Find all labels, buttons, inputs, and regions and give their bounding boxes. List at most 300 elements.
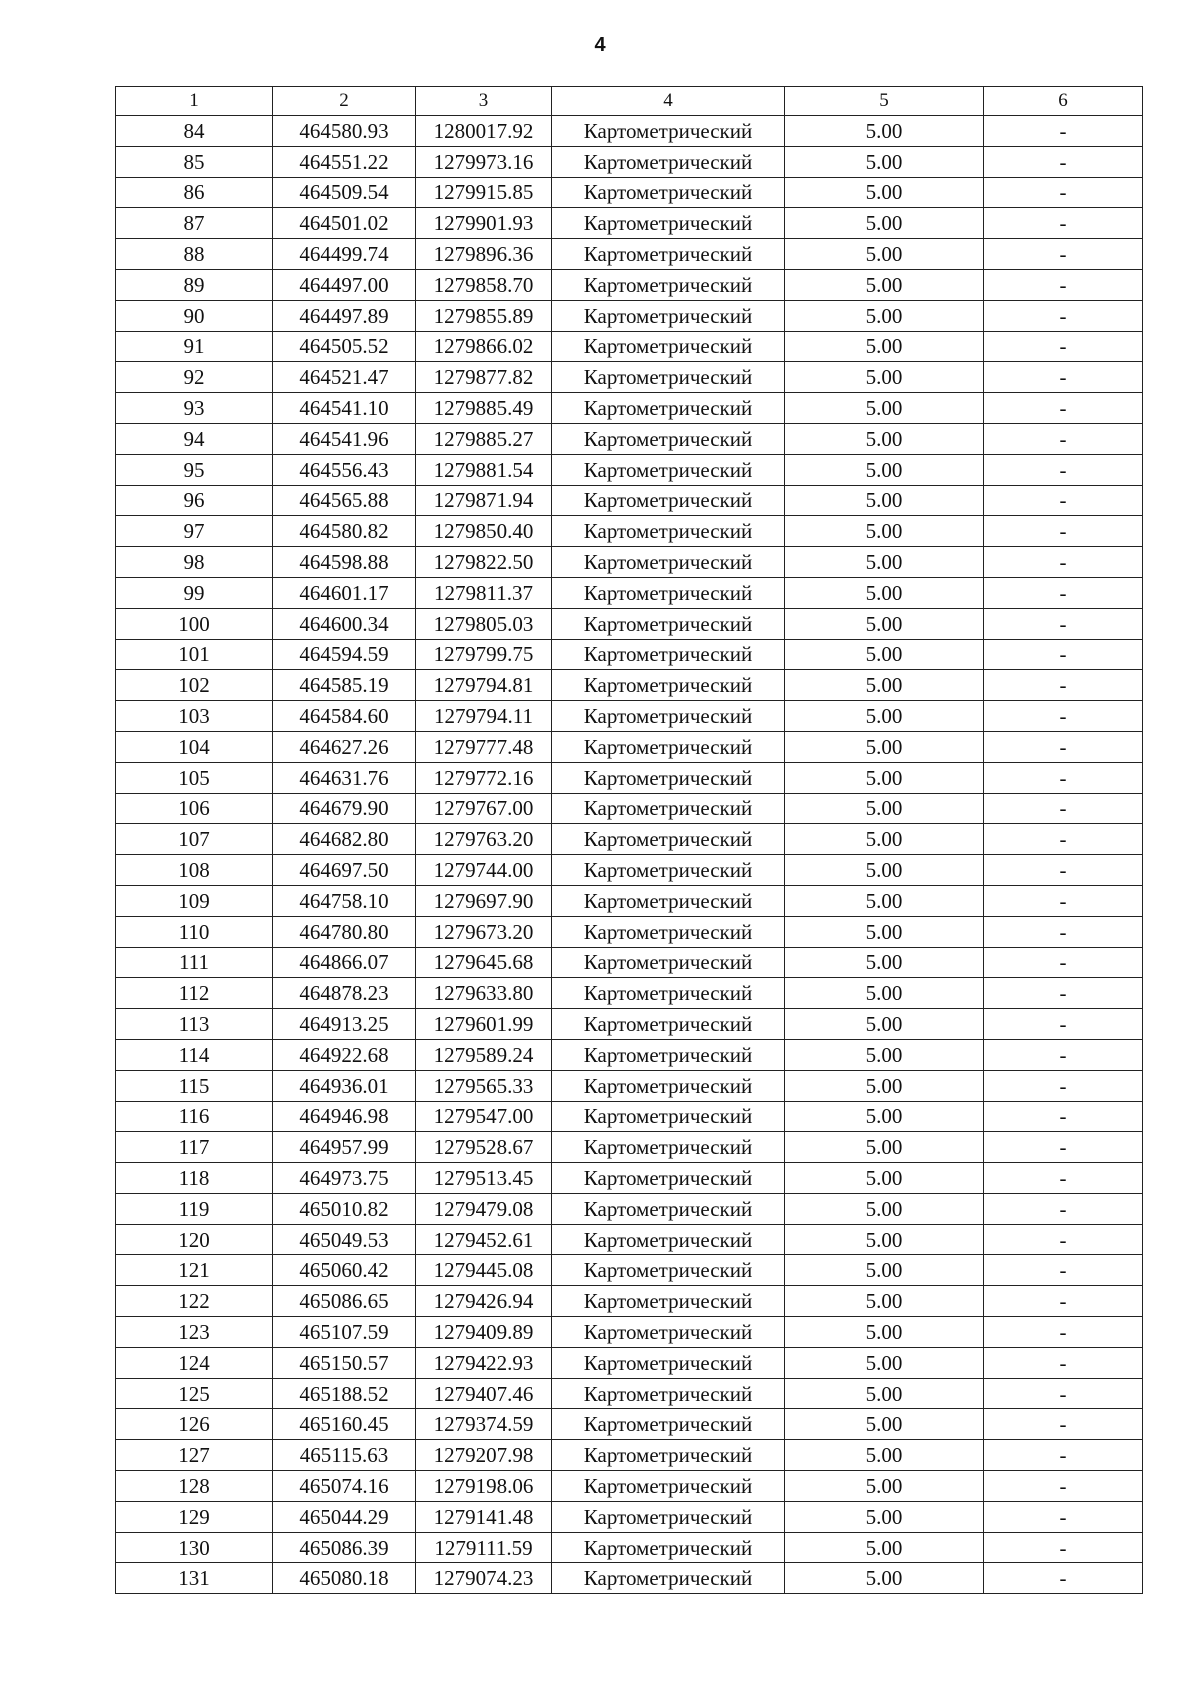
accuracy-cell: 5.00 — [785, 239, 984, 270]
method-cell: Картометрический — [552, 1563, 785, 1594]
description-cell: - — [984, 362, 1143, 393]
table-row — [116, 547, 1143, 578]
point-number-cell: 88 — [116, 239, 273, 270]
table-row — [116, 670, 1143, 701]
x-coordinate-cell: 465049.53 — [273, 1224, 416, 1255]
point-number-cell: 123 — [116, 1317, 273, 1348]
y-coordinate-cell: 1279822.50 — [416, 547, 552, 578]
y-coordinate-cell: 1279479.08 — [416, 1193, 552, 1224]
accuracy-cell: 5.00 — [785, 793, 984, 824]
accuracy-cell: 5.00 — [785, 1224, 984, 1255]
point-number-cell: 85 — [116, 146, 273, 177]
table-row — [116, 1347, 1143, 1378]
accuracy-cell: 5.00 — [785, 269, 984, 300]
accuracy-cell: 5.00 — [785, 577, 984, 608]
x-coordinate-cell: 465086.39 — [273, 1532, 416, 1563]
method-cell: Картометрический — [552, 1101, 785, 1132]
y-coordinate-cell: 1279207.98 — [416, 1440, 552, 1471]
method-cell: Картометрический — [552, 485, 785, 516]
method-cell: Картометрический — [552, 239, 785, 270]
method-cell: Картометрический — [552, 1163, 785, 1194]
accuracy-cell: 5.00 — [785, 731, 984, 762]
description-cell: - — [984, 1224, 1143, 1255]
point-number-cell: 107 — [116, 824, 273, 855]
accuracy-cell: 5.00 — [785, 393, 984, 424]
y-coordinate-cell: 1279589.24 — [416, 1039, 552, 1070]
x-coordinate-cell: 464957.99 — [273, 1132, 416, 1163]
y-coordinate-cell: 1279881.54 — [416, 454, 552, 485]
accuracy-cell: 5.00 — [785, 1193, 984, 1224]
description-cell: - — [984, 1347, 1143, 1378]
x-coordinate-cell: 464497.89 — [273, 300, 416, 331]
y-coordinate-cell: 1279794.11 — [416, 701, 552, 732]
y-coordinate-cell: 1279528.67 — [416, 1132, 552, 1163]
description-cell: - — [984, 670, 1143, 701]
method-cell: Картометрический — [552, 762, 785, 793]
x-coordinate-cell: 465060.42 — [273, 1255, 416, 1286]
description-cell: - — [984, 1286, 1143, 1317]
x-coordinate-cell: 464585.19 — [273, 670, 416, 701]
point-number-cell: 84 — [116, 116, 273, 147]
accuracy-cell: 5.00 — [785, 1532, 984, 1563]
y-coordinate-cell: 1280017.92 — [416, 116, 552, 147]
accuracy-cell: 5.00 — [785, 1440, 984, 1471]
y-coordinate-cell: 1279772.16 — [416, 762, 552, 793]
point-number-cell: 111 — [116, 947, 273, 978]
x-coordinate-cell: 464913.25 — [273, 1009, 416, 1040]
method-cell: Картометрический — [552, 1378, 785, 1409]
description-cell: - — [984, 577, 1143, 608]
method-cell: Картометрический — [552, 1471, 785, 1502]
table-row — [116, 1163, 1143, 1194]
header-cell-1: 1 — [116, 87, 273, 116]
y-coordinate-cell: 1279915.85 — [416, 177, 552, 208]
coordinates-table — [115, 86, 1143, 1594]
x-coordinate-cell: 464580.93 — [273, 116, 416, 147]
method-cell: Картометрический — [552, 1409, 785, 1440]
point-number-cell: 119 — [116, 1193, 273, 1224]
x-coordinate-cell: 464497.00 — [273, 269, 416, 300]
method-cell: Картометрический — [552, 300, 785, 331]
description-cell: - — [984, 239, 1143, 270]
table-row — [116, 947, 1143, 978]
method-cell: Картометрический — [552, 116, 785, 147]
point-number-cell: 114 — [116, 1039, 273, 1070]
table-row — [116, 1039, 1143, 1070]
table-row — [116, 116, 1143, 147]
accuracy-cell: 5.00 — [785, 762, 984, 793]
description-cell: - — [984, 393, 1143, 424]
point-number-cell: 92 — [116, 362, 273, 393]
x-coordinate-cell: 464697.50 — [273, 855, 416, 886]
table-row — [116, 978, 1143, 1009]
method-cell: Картометрический — [552, 577, 785, 608]
method-cell: Картометрический — [552, 146, 785, 177]
point-number-cell: 128 — [116, 1471, 273, 1502]
y-coordinate-cell: 1279074.23 — [416, 1563, 552, 1594]
accuracy-cell: 5.00 — [785, 1101, 984, 1132]
method-cell: Картометрический — [552, 547, 785, 578]
y-coordinate-cell: 1279885.27 — [416, 423, 552, 454]
table-row — [116, 177, 1143, 208]
description-cell: - — [984, 1532, 1143, 1563]
accuracy-cell: 5.00 — [785, 916, 984, 947]
point-number-cell: 91 — [116, 331, 273, 362]
method-cell: Картометрический — [552, 1132, 785, 1163]
method-cell: Картометрический — [552, 1440, 785, 1471]
y-coordinate-cell: 1279901.93 — [416, 208, 552, 239]
table-row — [116, 362, 1143, 393]
description-cell: - — [984, 208, 1143, 239]
method-cell: Картометрический — [552, 1009, 785, 1040]
description-cell: - — [984, 1409, 1143, 1440]
table-row — [116, 1101, 1143, 1132]
point-number-cell: 106 — [116, 793, 273, 824]
table-row — [116, 454, 1143, 485]
description-cell: - — [984, 855, 1143, 886]
y-coordinate-cell: 1279866.02 — [416, 331, 552, 362]
accuracy-cell: 5.00 — [785, 824, 984, 855]
method-cell: Картометрический — [552, 1224, 785, 1255]
point-number-cell: 125 — [116, 1378, 273, 1409]
header-row — [116, 87, 1143, 116]
method-cell: Картометрический — [552, 885, 785, 916]
y-coordinate-cell: 1279601.99 — [416, 1009, 552, 1040]
accuracy-cell: 5.00 — [785, 331, 984, 362]
description-cell: - — [984, 1501, 1143, 1532]
method-cell: Картометрический — [552, 701, 785, 732]
table-row — [116, 824, 1143, 855]
description-cell: - — [984, 1471, 1143, 1502]
point-number-cell: 97 — [116, 516, 273, 547]
point-number-cell: 122 — [116, 1286, 273, 1317]
description-cell: - — [984, 485, 1143, 516]
method-cell: Картометрический — [552, 824, 785, 855]
x-coordinate-cell: 464541.10 — [273, 393, 416, 424]
header-cell-3: 3 — [416, 87, 552, 116]
point-number-cell: 121 — [116, 1255, 273, 1286]
point-number-cell: 95 — [116, 454, 273, 485]
point-number-cell: 129 — [116, 1501, 273, 1532]
point-number-cell: 131 — [116, 1563, 273, 1594]
table-row — [116, 701, 1143, 732]
method-cell: Картометрический — [552, 670, 785, 701]
description-cell: - — [984, 516, 1143, 547]
accuracy-cell: 5.00 — [785, 1471, 984, 1502]
table-row — [116, 269, 1143, 300]
description-cell: - — [984, 547, 1143, 578]
table-row — [116, 1255, 1143, 1286]
x-coordinate-cell: 464936.01 — [273, 1070, 416, 1101]
point-number-cell: 105 — [116, 762, 273, 793]
accuracy-cell: 5.00 — [785, 1163, 984, 1194]
x-coordinate-cell: 465160.45 — [273, 1409, 416, 1440]
x-coordinate-cell: 464758.10 — [273, 885, 416, 916]
method-cell: Картометрический — [552, 855, 785, 886]
point-number-cell: 110 — [116, 916, 273, 947]
y-coordinate-cell: 1279422.93 — [416, 1347, 552, 1378]
point-number-cell: 86 — [116, 177, 273, 208]
point-number-cell: 116 — [116, 1101, 273, 1132]
accuracy-cell: 5.00 — [785, 1409, 984, 1440]
method-cell: Картометрический — [552, 1039, 785, 1070]
y-coordinate-cell: 1279850.40 — [416, 516, 552, 547]
accuracy-cell: 5.00 — [785, 1501, 984, 1532]
table-row — [116, 1471, 1143, 1502]
table-row — [116, 1132, 1143, 1163]
y-coordinate-cell: 1279426.94 — [416, 1286, 552, 1317]
point-number-cell: 90 — [116, 300, 273, 331]
method-cell: Картометрический — [552, 1501, 785, 1532]
description-cell: - — [984, 824, 1143, 855]
point-number-cell: 103 — [116, 701, 273, 732]
x-coordinate-cell: 464679.90 — [273, 793, 416, 824]
x-coordinate-cell: 465107.59 — [273, 1317, 416, 1348]
table-row — [116, 1009, 1143, 1040]
x-coordinate-cell: 464541.96 — [273, 423, 416, 454]
table-row — [116, 423, 1143, 454]
x-coordinate-cell: 464922.68 — [273, 1039, 416, 1070]
description-cell: - — [984, 423, 1143, 454]
accuracy-cell: 5.00 — [785, 1286, 984, 1317]
accuracy-cell: 5.00 — [785, 146, 984, 177]
y-coordinate-cell: 1279513.45 — [416, 1163, 552, 1194]
table-row — [116, 1501, 1143, 1532]
description-cell: - — [984, 1132, 1143, 1163]
description-cell: - — [984, 608, 1143, 639]
description-cell: - — [984, 300, 1143, 331]
point-number-cell: 96 — [116, 485, 273, 516]
y-coordinate-cell: 1279407.46 — [416, 1378, 552, 1409]
x-coordinate-cell: 464780.80 — [273, 916, 416, 947]
y-coordinate-cell: 1279885.49 — [416, 393, 552, 424]
y-coordinate-cell: 1279799.75 — [416, 639, 552, 670]
table-row — [116, 916, 1143, 947]
accuracy-cell: 5.00 — [785, 1070, 984, 1101]
x-coordinate-cell: 465188.52 — [273, 1378, 416, 1409]
accuracy-cell: 5.00 — [785, 947, 984, 978]
method-cell: Картометрический — [552, 1347, 785, 1378]
method-cell: Картометрический — [552, 1286, 785, 1317]
table-row — [116, 239, 1143, 270]
x-coordinate-cell: 464600.34 — [273, 608, 416, 639]
y-coordinate-cell: 1279111.59 — [416, 1532, 552, 1563]
accuracy-cell: 5.00 — [785, 485, 984, 516]
accuracy-cell: 5.00 — [785, 608, 984, 639]
table-row — [116, 516, 1143, 547]
description-cell: - — [984, 1378, 1143, 1409]
x-coordinate-cell: 465010.82 — [273, 1193, 416, 1224]
point-number-cell: 100 — [116, 608, 273, 639]
table-row — [116, 1563, 1143, 1594]
x-coordinate-cell: 465115.63 — [273, 1440, 416, 1471]
table-row — [116, 608, 1143, 639]
table-row — [116, 762, 1143, 793]
y-coordinate-cell: 1279763.20 — [416, 824, 552, 855]
point-number-cell: 109 — [116, 885, 273, 916]
method-cell: Картометрический — [552, 362, 785, 393]
x-coordinate-cell: 464584.60 — [273, 701, 416, 732]
accuracy-cell: 5.00 — [785, 177, 984, 208]
table-row — [116, 731, 1143, 762]
x-coordinate-cell: 464509.54 — [273, 177, 416, 208]
point-number-cell: 127 — [116, 1440, 273, 1471]
y-coordinate-cell: 1279744.00 — [416, 855, 552, 886]
table-row — [116, 1193, 1143, 1224]
point-number-cell: 104 — [116, 731, 273, 762]
y-coordinate-cell: 1279871.94 — [416, 485, 552, 516]
method-cell: Картометрический — [552, 269, 785, 300]
accuracy-cell: 5.00 — [785, 885, 984, 916]
accuracy-cell: 5.00 — [785, 701, 984, 732]
accuracy-cell: 5.00 — [785, 1563, 984, 1594]
x-coordinate-cell: 465044.29 — [273, 1501, 416, 1532]
x-coordinate-cell: 465150.57 — [273, 1347, 416, 1378]
point-number-cell: 120 — [116, 1224, 273, 1255]
x-coordinate-cell: 464946.98 — [273, 1101, 416, 1132]
table-row — [116, 1378, 1143, 1409]
method-cell: Картометрический — [552, 639, 785, 670]
description-cell: - — [984, 978, 1143, 1009]
accuracy-cell: 5.00 — [785, 1347, 984, 1378]
method-cell: Картометрический — [552, 1255, 785, 1286]
point-number-cell: 87 — [116, 208, 273, 239]
method-cell: Картометрический — [552, 1070, 785, 1101]
method-cell: Картометрический — [552, 1193, 785, 1224]
description-cell: - — [984, 1193, 1143, 1224]
table-row — [116, 577, 1143, 608]
method-cell: Картометрический — [552, 177, 785, 208]
y-coordinate-cell: 1279858.70 — [416, 269, 552, 300]
x-coordinate-cell: 464556.43 — [273, 454, 416, 485]
table-row — [116, 1286, 1143, 1317]
table-row — [116, 639, 1143, 670]
y-coordinate-cell: 1279777.48 — [416, 731, 552, 762]
description-cell: - — [984, 269, 1143, 300]
y-coordinate-cell: 1279374.59 — [416, 1409, 552, 1440]
point-number-cell: 115 — [116, 1070, 273, 1101]
accuracy-cell: 5.00 — [785, 516, 984, 547]
x-coordinate-cell: 464627.26 — [273, 731, 416, 762]
x-coordinate-cell: 464594.59 — [273, 639, 416, 670]
y-coordinate-cell: 1279805.03 — [416, 608, 552, 639]
y-coordinate-cell: 1279565.33 — [416, 1070, 552, 1101]
accuracy-cell: 5.00 — [785, 1378, 984, 1409]
description-cell: - — [984, 639, 1143, 670]
method-cell: Картометрический — [552, 1317, 785, 1348]
description-cell: - — [984, 731, 1143, 762]
method-cell: Картометрический — [552, 516, 785, 547]
method-cell: Картометрический — [552, 608, 785, 639]
description-cell: - — [984, 916, 1143, 947]
y-coordinate-cell: 1279811.37 — [416, 577, 552, 608]
accuracy-cell: 5.00 — [785, 670, 984, 701]
page-number: 4 — [594, 34, 606, 56]
x-coordinate-cell: 464598.88 — [273, 547, 416, 578]
x-coordinate-cell: 464580.82 — [273, 516, 416, 547]
table-row — [116, 1224, 1143, 1255]
method-cell: Картометрический — [552, 793, 785, 824]
point-number-cell: 94 — [116, 423, 273, 454]
accuracy-cell: 5.00 — [785, 855, 984, 886]
table-row — [116, 1409, 1143, 1440]
point-number-cell: 101 — [116, 639, 273, 670]
x-coordinate-cell: 464601.17 — [273, 577, 416, 608]
description-cell: - — [984, 947, 1143, 978]
accuracy-cell: 5.00 — [785, 1317, 984, 1348]
accuracy-cell: 5.00 — [785, 978, 984, 1009]
x-coordinate-cell: 464878.23 — [273, 978, 416, 1009]
y-coordinate-cell: 1279767.00 — [416, 793, 552, 824]
point-number-cell: 99 — [116, 577, 273, 608]
description-cell: - — [984, 793, 1143, 824]
point-number-cell: 102 — [116, 670, 273, 701]
y-coordinate-cell: 1279452.61 — [416, 1224, 552, 1255]
header-cell-6: 6 — [984, 87, 1143, 116]
table-row — [116, 1532, 1143, 1563]
y-coordinate-cell: 1279673.20 — [416, 916, 552, 947]
table-row — [116, 1317, 1143, 1348]
accuracy-cell: 5.00 — [785, 1132, 984, 1163]
accuracy-cell: 5.00 — [785, 1009, 984, 1040]
method-cell: Картометрический — [552, 423, 785, 454]
table-body — [116, 116, 1143, 1594]
x-coordinate-cell: 465074.16 — [273, 1471, 416, 1502]
point-number-cell: 126 — [116, 1409, 273, 1440]
y-coordinate-cell: 1279198.06 — [416, 1471, 552, 1502]
method-cell: Картометрический — [552, 978, 785, 1009]
y-coordinate-cell: 1279877.82 — [416, 362, 552, 393]
description-cell: - — [984, 1009, 1143, 1040]
table-row — [116, 146, 1143, 177]
y-coordinate-cell: 1279896.36 — [416, 239, 552, 270]
y-coordinate-cell: 1279697.90 — [416, 885, 552, 916]
description-cell: - — [984, 885, 1143, 916]
description-cell: - — [984, 454, 1143, 485]
x-coordinate-cell: 464973.75 — [273, 1163, 416, 1194]
header-cell-5: 5 — [785, 87, 984, 116]
method-cell: Картометрический — [552, 331, 785, 362]
x-coordinate-cell: 464505.52 — [273, 331, 416, 362]
accuracy-cell: 5.00 — [785, 300, 984, 331]
x-coordinate-cell: 464565.88 — [273, 485, 416, 516]
description-cell: - — [984, 701, 1143, 732]
description-cell: - — [984, 1317, 1143, 1348]
table-row — [116, 208, 1143, 239]
table-header — [116, 87, 1143, 116]
table-row — [116, 393, 1143, 424]
description-cell: - — [984, 146, 1143, 177]
x-coordinate-cell: 464499.74 — [273, 239, 416, 270]
table-row — [116, 300, 1143, 331]
table-row — [116, 855, 1143, 886]
accuracy-cell: 5.00 — [785, 454, 984, 485]
y-coordinate-cell: 1279445.08 — [416, 1255, 552, 1286]
point-number-cell: 118 — [116, 1163, 273, 1194]
point-number-cell: 108 — [116, 855, 273, 886]
point-number-cell: 124 — [116, 1347, 273, 1378]
accuracy-cell: 5.00 — [785, 547, 984, 578]
point-number-cell: 89 — [116, 269, 273, 300]
method-cell: Картометрический — [552, 454, 785, 485]
x-coordinate-cell: 464631.76 — [273, 762, 416, 793]
description-cell: - — [984, 1563, 1143, 1594]
y-coordinate-cell: 1279794.81 — [416, 670, 552, 701]
x-coordinate-cell: 464521.47 — [273, 362, 416, 393]
y-coordinate-cell: 1279547.00 — [416, 1101, 552, 1132]
point-number-cell: 112 — [116, 978, 273, 1009]
x-coordinate-cell: 464501.02 — [273, 208, 416, 239]
